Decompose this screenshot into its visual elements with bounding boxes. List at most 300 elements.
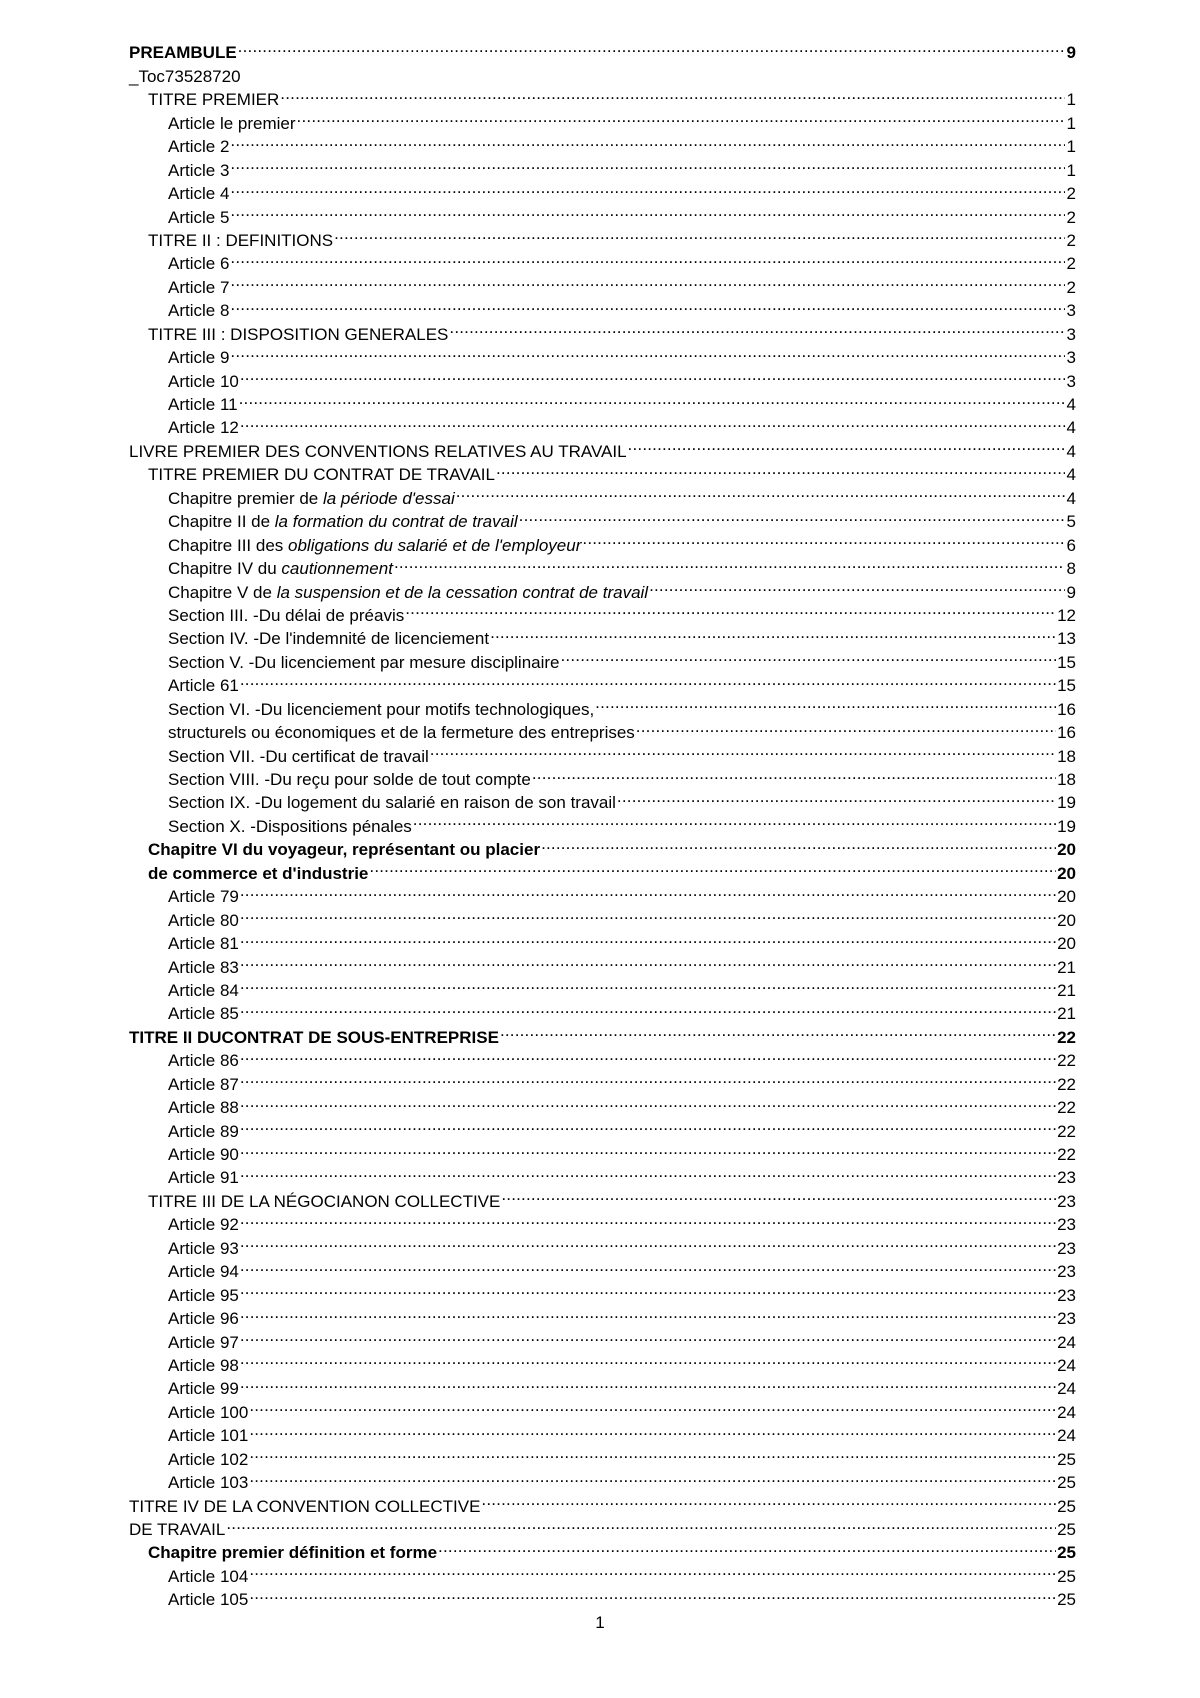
toc-entry-title <box>168 206 229 229</box>
toc-entry-title-part: TITRE PREMIER DU CONTRAT DE TRAVAIL <box>148 465 495 485</box>
toc-leader-dots <box>334 223 1065 246</box>
toc-leader-dots <box>532 762 1056 785</box>
toc-entry-title-part: Article 9 <box>168 348 230 368</box>
toc-entry-title-part: Section V. -Du licenciement par mesure disciplinaire <box>168 652 560 672</box>
toc-entry[interactable] <box>129 1488 1076 1516</box>
toc-entry-title-part: Section VII. -Du certificat de travail <box>168 746 429 766</box>
toc-entry[interactable] <box>129 1277 1076 1305</box>
toc-leader-dots <box>280 82 1065 105</box>
toc-entry-title-part: Section IV. -De l'indemnité de licenciement <box>168 629 490 649</box>
toc-leader-dots <box>240 926 1056 949</box>
toc-entry-page-number: 22 <box>1057 1027 1076 1047</box>
toc-entry-title <box>168 1401 248 1424</box>
toc-leader-dots <box>617 785 1056 808</box>
toc-entry-page-number: 20 <box>1057 863 1076 883</box>
toc-entry-title-part: Article 100 <box>168 1402 249 1422</box>
toc-entry-title-part: Article 80 <box>168 910 239 930</box>
toc-entry-title <box>168 1260 239 1283</box>
toc-leader-dots <box>230 176 1065 199</box>
toc-entry-page-number: 22 <box>1057 1145 1076 1164</box>
toc-entry-title <box>168 182 229 205</box>
toc-entry[interactable] <box>129 269 1076 297</box>
toc-entry[interactable] <box>129 1582 1076 1610</box>
toc-leader-dots <box>249 1558 1056 1581</box>
toc-entry-page-number: 3 <box>1066 324 1076 344</box>
toc-leader-dots <box>438 1535 1056 1558</box>
toc-entry-page-number: 19 <box>1057 816 1076 836</box>
toc-leader-dots <box>561 644 1057 667</box>
toc-entry-page-number: 13 <box>1057 629 1076 649</box>
toc-entry-title-part: Article 102 <box>168 1449 249 1469</box>
toc-entry-title-part: Article 86 <box>168 1051 239 1071</box>
toc-entry[interactable] <box>129 433 1076 461</box>
toc-leader-dots <box>226 1512 1056 1535</box>
toc-entry-title-part: Article 98 <box>168 1355 239 1375</box>
toc-entry-page-number: 22 <box>1057 1051 1076 1071</box>
toc-entry[interactable] <box>129 199 1076 227</box>
toc-entry[interactable] <box>129 1090 1076 1118</box>
toc-leader-dots <box>240 1301 1056 1324</box>
toc-entry-title <box>168 768 531 791</box>
toc-entry-title-part: Article 7 <box>168 277 230 297</box>
toc-entry[interactable] <box>129 1254 1076 1282</box>
toc-leader-dots <box>430 738 1056 761</box>
toc-leader-dots <box>240 1324 1056 1347</box>
toc-entry-page-number: 1 <box>1066 160 1076 180</box>
toc-entry-title-part: Article 88 <box>168 1098 239 1118</box>
toc-entry-title <box>129 1518 225 1541</box>
toc-entry-title-part: Article 61 <box>168 676 239 696</box>
toc-leader-dots <box>456 480 1065 503</box>
toc-entry[interactable] <box>129 363 1076 391</box>
toc-entry-page-number: 2 <box>1066 184 1076 204</box>
toc-entry-title <box>129 41 237 64</box>
toc-entry[interactable] <box>129 996 1076 1024</box>
toc-entry-page-number: 3 <box>1066 348 1076 368</box>
toc-entry-title <box>168 276 229 299</box>
toc-entry-title <box>168 1143 239 1166</box>
toc-entry-title-part: TITRE II : DEFINITIONS <box>148 230 334 250</box>
toc-entry[interactable] <box>129 1301 1076 1329</box>
toc-entry-title-part: Article 95 <box>168 1285 239 1305</box>
toc-leader-dots <box>240 1043 1056 1066</box>
toc-leader-dots <box>240 668 1056 691</box>
toc-leader-dots <box>240 363 1065 386</box>
toc-entry[interactable] <box>129 1324 1076 1352</box>
toc-entry-title-part: Article 87 <box>168 1074 239 1094</box>
toc-entry[interactable] <box>129 949 1076 977</box>
toc-entry-title-part: cautionnement <box>281 559 393 579</box>
toc-entry-page-number: 4 <box>1066 465 1076 485</box>
toc-entry-title-part: Article 3 <box>168 160 230 180</box>
toc-entry-page-number: 4 <box>1066 441 1076 461</box>
toc-entry-title <box>168 1002 239 1025</box>
toc-entry-page-number: 25 <box>1057 1449 1076 1469</box>
toc-entry-title <box>168 346 229 369</box>
toc-entry-title-part: LIVRE PREMIER DES CONVENTIONS RELATIVES AU TRAVAIL <box>129 441 627 461</box>
toc-entry-title-part: Article 2 <box>168 137 230 157</box>
toc-leader-dots <box>230 152 1065 175</box>
toc-entry-title <box>148 463 495 486</box>
toc-entry-title <box>168 1588 248 1611</box>
toc-leader-dots <box>394 551 1065 574</box>
toc-entry[interactable] <box>129 879 1076 907</box>
toc-entry[interactable] <box>129 152 1076 180</box>
toc-entry-title <box>168 1096 239 1119</box>
toc-entry-page-number: 3 <box>1066 301 1076 321</box>
toc-entry[interactable] <box>129 293 1076 321</box>
toc-entry-title-part: Article 93 <box>168 1238 239 1258</box>
toc-leader-dots <box>249 1441 1056 1464</box>
toc-entry-title-part: TITRE III : DISPOSITION GENERALES <box>148 324 449 344</box>
toc-entry-title <box>168 1471 248 1494</box>
toc-entry-title-part: Article 91 <box>168 1168 239 1188</box>
toc-leader-dots <box>240 1207 1056 1230</box>
toc-entry[interactable] <box>129 1207 1076 1235</box>
toc-entry-title-part: Article 92 <box>168 1215 239 1235</box>
toc-entry-title-part: Chapitre IV du <box>168 559 282 579</box>
toc-entry-title <box>168 416 239 439</box>
toc-entry-title-part: Article 99 <box>168 1379 239 1399</box>
toc-entry-page-number: 20 <box>1057 840 1076 860</box>
toc-entry-title-part: Chapitre VI du voyageur, représentant ou placier <box>148 840 541 860</box>
toc-entry-title <box>168 1424 248 1447</box>
toc-entry-title <box>168 604 404 627</box>
toc-entry[interactable] <box>129 1160 1076 1188</box>
toc-entry-title-part: la suspension et de la cessation contrat de travail <box>276 582 649 602</box>
toc-entry-title <box>168 979 239 1002</box>
toc-entry-title <box>168 135 229 158</box>
toc-entry[interactable] <box>129 1137 1076 1164</box>
table-of-contents <box>129 35 1076 1610</box>
toc-entry-page-number: 25 <box>1057 1566 1076 1586</box>
toc-entry-title <box>168 1448 248 1471</box>
toc-entry-title <box>168 1237 239 1260</box>
toc-leader-dots <box>230 340 1065 363</box>
toc-leader-dots <box>240 879 1056 902</box>
toc-entry-title <box>168 956 239 979</box>
toc-entry-title-part: Article 90 <box>168 1145 239 1164</box>
toc-entry-title <box>168 370 239 393</box>
toc-leader-dots <box>240 1254 1056 1277</box>
toc-entry-title-part: Article 12 <box>168 418 239 438</box>
toc-entry-title-part: Section VI. -Du licenciement pour motifs technologiques, <box>168 699 595 719</box>
toc-leader-dots <box>496 457 1065 480</box>
toc-entry-page-number: 21 <box>1057 980 1076 1000</box>
toc-entry[interactable] <box>129 668 1076 696</box>
toc-entry-title <box>168 745 429 768</box>
toc-entry-page-number: 3 <box>1066 371 1076 391</box>
toc-leader-dots <box>240 1348 1056 1371</box>
toc-entry-title-part: Chapitre premier définition et forme <box>148 1543 438 1563</box>
toc-entry[interactable] <box>129 1558 1076 1586</box>
toc-entry[interactable] <box>129 410 1076 438</box>
toc-entry-title-part: TITRE IV DE LA CONVENTION COLLECTIVE <box>129 1496 481 1516</box>
toc-entry-title-part: la formation du contrat de travail <box>274 512 518 532</box>
toc-entry-page-number: 20 <box>1057 910 1076 930</box>
toc-entry-title-part: TITRE II DUCONTRAT DE SOUS-ENTREPRISE <box>129 1027 499 1047</box>
toc-leader-dots <box>240 1090 1056 1113</box>
toc-entry-page-number: 21 <box>1057 1004 1076 1024</box>
toc-leader-dots <box>500 1019 1056 1042</box>
toc-entry-title-part: Article 94 <box>168 1262 239 1282</box>
toc-entry-title <box>129 65 241 88</box>
toc-entry[interactable] <box>129 340 1076 368</box>
toc-entry-title-part: Article 84 <box>168 980 239 1000</box>
toc-entry-page-number: 24 <box>1057 1379 1076 1399</box>
toc-entry-title <box>168 1331 239 1354</box>
toc-entry-title-part: Article 8 <box>168 301 230 321</box>
toc-entry-title-part: obligations du salarié et de l'employeur <box>288 535 582 555</box>
toc-leader-dots <box>628 433 1065 456</box>
toc-entry-page-number: 23 <box>1057 1168 1076 1188</box>
toc-entry[interactable] <box>129 1441 1076 1469</box>
toc-entry-page-number: 2 <box>1066 207 1076 227</box>
toc-leader-dots <box>249 1465 1056 1488</box>
toc-leader-dots <box>240 996 1056 1019</box>
toc-entry-title <box>168 1120 239 1143</box>
toc-leader-dots <box>230 269 1065 292</box>
toc-entry-title <box>148 88 279 111</box>
toc-entry[interactable] <box>129 1183 1076 1211</box>
toc-leader-dots <box>230 246 1065 269</box>
toc-entry-page-number: 25 <box>1057 1590 1076 1610</box>
toc-entry-page-number: 24 <box>1057 1332 1076 1352</box>
toc-entry-title <box>168 1049 239 1072</box>
toc-entry[interactable] <box>129 1066 1076 1094</box>
toc-leader-dots <box>242 58 1065 81</box>
toc-entry-page-number: 25 <box>1057 1543 1076 1563</box>
toc-entry-title-part: TITRE III DE LA NÉGOCIANON COLLECTIVE <box>148 1191 501 1211</box>
toc-leader-dots <box>501 1183 1056 1206</box>
toc-entry[interactable] <box>129 1512 1076 1539</box>
toc-entry-page-number: 22 <box>1057 1121 1076 1141</box>
toc-leader-dots <box>541 832 1056 855</box>
page-number: 1 <box>595 1613 605 1632</box>
toc-entry-page-number: 19 <box>1057 793 1076 813</box>
toc-entry-title <box>168 1213 239 1236</box>
toc-leader-dots <box>249 1582 1056 1605</box>
toc-leader-dots <box>405 598 1056 621</box>
toc-leader-dots <box>490 621 1056 644</box>
toc-leader-dots <box>238 35 1065 58</box>
toc-entry-title-part: TITRE PREMIER <box>148 90 280 110</box>
toc-leader-dots <box>230 129 1065 152</box>
toc-leader-dots <box>249 1418 1056 1441</box>
toc-entry-title-part: de commerce et d'industrie <box>148 863 369 883</box>
toc-entry[interactable] <box>129 1535 1076 1563</box>
toc-entry[interactable] <box>129 176 1076 204</box>
toc-entry[interactable] <box>129 1371 1076 1399</box>
toc-entry-page-number: 18 <box>1057 746 1076 766</box>
toc-entry[interactable] <box>129 973 1076 1000</box>
toc-leader-dots <box>240 1230 1056 1253</box>
toc-leader-dots <box>595 691 1056 714</box>
toc-entry-page-number: 16 <box>1057 699 1076 719</box>
toc-entry-page-number: 25 <box>1057 1496 1076 1516</box>
toc-entry[interactable] <box>129 902 1076 930</box>
toc-entry-page-number: 4 <box>1066 395 1076 414</box>
toc-entry-page-number: 15 <box>1057 652 1076 672</box>
toc-entry-title-part: _Toc73528720 <box>129 66 241 86</box>
toc-entry-title <box>168 1354 239 1377</box>
toc-entry[interactable] <box>129 223 1076 250</box>
toc-entry-title-part: la période d'essai <box>322 488 455 508</box>
toc-entry-title-part: Article 81 <box>168 934 239 954</box>
toc-entry-title <box>168 674 239 697</box>
toc-entry-title-part: Article 5 <box>168 207 230 227</box>
toc-entry-page-number: 23 <box>1057 1309 1076 1329</box>
toc-entry-page-number: 4 <box>1066 488 1076 508</box>
toc-leader-dots <box>636 715 1056 738</box>
toc-leader-dots <box>649 574 1065 597</box>
toc-entry-page-number: 24 <box>1057 1402 1076 1422</box>
toc-entry-title-part: Article 104 <box>168 1566 249 1586</box>
toc-entry-page-number: 6 <box>1066 535 1076 555</box>
toc-entry[interactable] <box>129 926 1076 954</box>
toc-leader-dots <box>230 199 1065 222</box>
toc-entry[interactable] <box>129 58 1076 86</box>
toc-entry-page-number: 1 <box>1066 137 1076 157</box>
toc-entry-title-part: Article 105 <box>168 1590 249 1610</box>
toc-entry-page-number: 22 <box>1057 1074 1076 1094</box>
toc-entry-title-part: Article 10 <box>168 371 239 391</box>
toc-entry-page-number: 2 <box>1066 277 1076 297</box>
toc-leader-dots <box>240 973 1056 996</box>
toc-leader-dots <box>240 1277 1056 1300</box>
toc-leader-dots <box>240 949 1056 972</box>
toc-entry-title-part: DE TRAVAIL <box>129 1520 226 1539</box>
toc-entry-page-number: 2 <box>1066 254 1076 274</box>
toc-entry-title <box>168 909 239 932</box>
toc-entry-title-part: Chapitre V de <box>168 582 277 602</box>
toc-entry[interactable] <box>129 246 1076 274</box>
toc-entry-title <box>168 1166 239 1189</box>
toc-entry-title <box>168 885 239 908</box>
toc-entry-title <box>168 698 594 721</box>
toc-entry-title-part: Article 97 <box>168 1332 239 1352</box>
toc-entry[interactable] <box>129 35 1076 63</box>
toc-entry-title <box>168 627 489 650</box>
toc-entry[interactable] <box>129 691 1076 719</box>
toc-entry[interactable] <box>129 1230 1076 1258</box>
toc-entry-page-number: 1 <box>1066 90 1076 110</box>
toc-entry-title-part: Article 85 <box>168 1004 239 1024</box>
toc-entry-title <box>168 487 455 510</box>
toc-entry-title <box>168 159 229 182</box>
toc-entry-title-part: Article 6 <box>168 254 230 274</box>
toc-entry-title-part: Article 101 <box>168 1426 249 1446</box>
toc-entry-title-part: Article 4 <box>168 184 230 204</box>
toc-entry-page-number: 23 <box>1057 1238 1076 1258</box>
toc-entry-title-part: structurels ou économiques et de la fermeture des entreprises <box>168 723 635 743</box>
toc-entry-title <box>168 252 229 275</box>
toc-entry-title-part: Article 89 <box>168 1121 239 1141</box>
toc-leader-dots <box>449 316 1065 339</box>
toc-entry-title <box>168 1565 248 1588</box>
toc-entry-title <box>168 557 393 580</box>
toc-entry-title-part: Section X. -Dispositions pénales <box>168 816 412 836</box>
toc-leader-dots <box>413 808 1056 831</box>
toc-entry-page-number: 15 <box>1057 676 1076 696</box>
toc-entry-title-part: Section IX. -Du logement du salarié en raison de son travail <box>168 793 616 813</box>
toc-entry-page-number: 16 <box>1057 723 1076 743</box>
toc-entry-title-part: Section III. -Du délai de préavis <box>168 605 405 625</box>
toc-entry[interactable] <box>129 1019 1076 1047</box>
toc-entry-title <box>168 510 518 533</box>
toc-entry-page-number: 24 <box>1057 1355 1076 1375</box>
toc-entry[interactable] <box>129 1465 1076 1493</box>
toc-leader-dots <box>249 1394 1056 1417</box>
toc-entry-page-number: 18 <box>1057 770 1076 789</box>
toc-leader-dots <box>582 527 1065 550</box>
toc-entry-page-number: 23 <box>1057 1285 1076 1305</box>
toc-leader-dots <box>240 1137 1056 1160</box>
toc-entry-title <box>168 1377 239 1400</box>
toc-entry-page-number: 25 <box>1057 1520 1076 1539</box>
toc-entry-page-number: 23 <box>1057 1215 1076 1235</box>
toc-entry[interactable] <box>129 1043 1076 1071</box>
toc-entry-page-number: 24 <box>1057 1426 1076 1446</box>
toc-entry-title <box>168 299 229 322</box>
toc-entry-page-number: 23 <box>1057 1262 1076 1282</box>
toc-entry-page-number: 20 <box>1057 887 1076 907</box>
toc-entry-title-part: Chapitre premier de <box>168 488 323 508</box>
toc-leader-dots <box>240 1066 1056 1089</box>
toc-entry-page-number: 20 <box>1057 934 1076 954</box>
toc-entry-title <box>168 1284 239 1307</box>
toc-entry[interactable] <box>129 129 1076 157</box>
toc-entry-title <box>168 1073 239 1096</box>
toc-entry[interactable] <box>129 1394 1076 1422</box>
toc-leader-dots <box>240 1160 1056 1183</box>
toc-leader-dots <box>369 855 1056 878</box>
toc-entry[interactable] <box>129 1348 1076 1375</box>
toc-entry-page-number: 12 <box>1057 605 1076 625</box>
toc-entry-title-part: Article 96 <box>168 1309 239 1329</box>
toc-leader-dots <box>240 902 1056 925</box>
toc-entry-title-part: Article le premier <box>168 113 296 133</box>
toc-leader-dots <box>240 1113 1056 1136</box>
toc-leader-dots <box>297 105 1065 128</box>
toc-entry-page-number: 5 <box>1066 512 1076 532</box>
toc-entry-page-number: 1 <box>1066 113 1076 133</box>
toc-entry-title-part: Article 79 <box>168 887 239 907</box>
toc-entry-page-number: 23 <box>1057 1191 1076 1211</box>
toc-entry-title-part: PREAMBULE <box>129 43 237 63</box>
toc-leader-dots <box>481 1488 1056 1511</box>
toc-entry-page-number: 21 <box>1057 957 1076 977</box>
toc-leader-dots <box>519 504 1065 527</box>
toc-entry-page-number: 9 <box>1066 43 1076 63</box>
toc-entry-title-part: Article 103 <box>168 1473 249 1493</box>
toc-entry-title-part: Section VIII. -Du reçu pour solde de tout compte <box>168 770 531 789</box>
toc-entry[interactable] <box>129 316 1076 344</box>
toc-entry[interactable] <box>129 387 1076 414</box>
toc-entry[interactable] <box>129 82 1076 110</box>
toc-entry-title <box>168 932 239 955</box>
toc-entry-title-part: Article 83 <box>168 957 239 977</box>
toc-entry[interactable] <box>129 1113 1076 1141</box>
toc-entry[interactable] <box>129 1418 1076 1446</box>
toc-entry-title <box>168 393 238 416</box>
toc-entry-page-number: 22 <box>1057 1098 1076 1118</box>
toc-entry-page-number: 8 <box>1066 559 1076 579</box>
toc-leader-dots <box>240 410 1065 433</box>
toc-entry-title-part: Article 11 <box>168 395 238 414</box>
toc-entry-page-number: 9 <box>1066 582 1076 602</box>
toc-leader-dots <box>230 293 1065 316</box>
